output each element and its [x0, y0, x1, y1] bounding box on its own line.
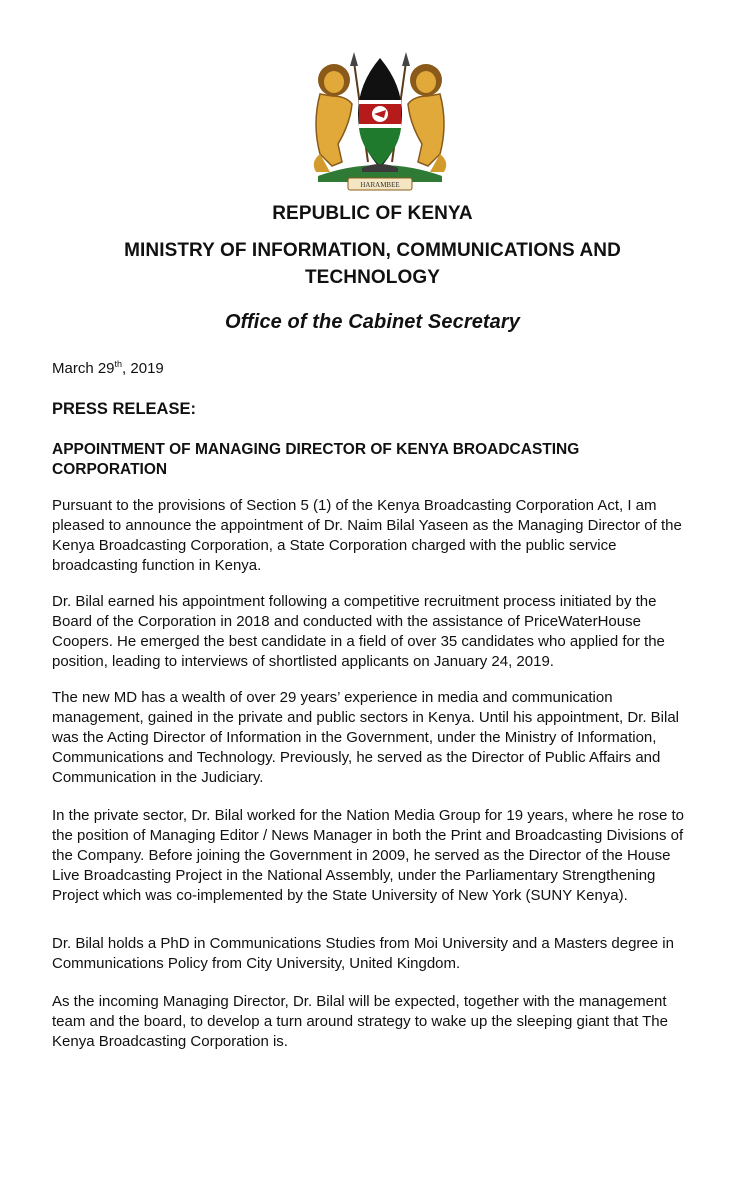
press-release-label: PRESS RELEASE: [52, 400, 196, 418]
paragraph: Dr. Bilal holds a PhD in Communications Studies from Moi University and a Masters degree in Communications Policy from City University, United Kingdom. [52, 935, 674, 972]
coat-of-arms-emblem [302, 44, 458, 196]
paragraph: The new MD has a wealth of over 29 years’ experience in media and communication management, gained in the private and public sectors in Kenya. Until his appointment, Dr. Bilal was the Acting Director of Information in the Government, under the Ministry of Information, Communications and Technology. Previously, he served as the Director of Public Affairs and Communication in the Judiciary. [52, 689, 680, 786]
paragraph: Pursuant to the provisions of Section 5 (1) of the Kenya Broadcasting Corporation Act, I am pleased to announce the appointment of Dr. Naim Bilal Yaseen as the Managing Director of the Kenya Broadcasting Corporation, a State Corporation charged with the public service broadcasting function in Kenya. [52, 497, 682, 574]
release-date: March 29th, 2019 [52, 359, 164, 377]
paragraph: Dr. Bilal earned his appointment following a competitive recruitment process initiated by the Board of the Corporation in 2018 and conducted with the assistance of PriceWaterHouse Coopers. He emerged the best candidate in a field of over 35 candidates who applied for the position, leading to interviews of shortlisted applicants on January 24, 2019. [52, 593, 665, 670]
paragraph: In the private sector, Dr. Bilal worked for the Nation Media Group for 19 years, where he rose to the position of Managing Editor / News Manager in both the Print and Broadcasting Divisions of the Company. Before joining the Government in 2009, he served as the Director of the House Live Broadcasting Project in the National Assembly, under the Parliamentary Strengthening Project which was co-implemented by the State University of New York (SUNY Kenya). [52, 807, 684, 904]
paragraph: As the incoming Managing Director, Dr. Bilal will be expected, together with the management team and the board, to develop a turn around strategy to wake up the sleeping giant that The Kenya Broadcasting Corporation is. [52, 993, 668, 1050]
office-heading: Office of the Cabinet Secretary [224, 311, 521, 333]
motto-text: HARAMBEE [360, 181, 400, 189]
ministry-heading: MINISTRY OF INFORMATION, COMMUNICATIONS AND TECHNOLOGY [124, 240, 621, 288]
republic-heading: REPUBLIC OF KENYA [272, 203, 473, 224]
release-title: APPOINTMENT OF MANAGING DIRECTOR OF KENYA BROADCASTING CORPORATION [52, 441, 580, 478]
